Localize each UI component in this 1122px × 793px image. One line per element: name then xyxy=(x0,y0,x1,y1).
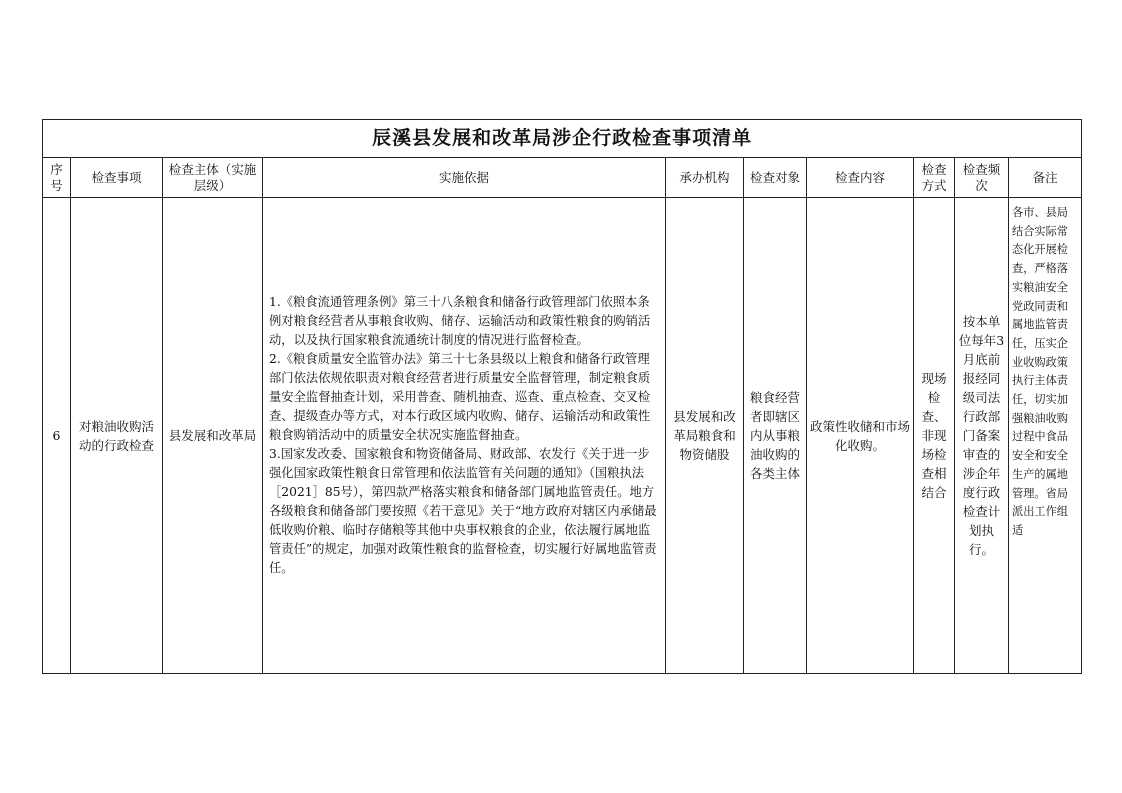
header-frequency: 检查频次 xyxy=(955,158,1009,198)
page-title: 辰溪县发展和改革局涉企行政检查事项清单 xyxy=(43,120,1082,158)
inspection-table xyxy=(42,119,1082,674)
cell-item: 对粮油收购活动的行政检查 xyxy=(71,198,163,674)
table-row xyxy=(43,198,1082,674)
header-seq: 序号 xyxy=(43,158,71,198)
cell-target: 粮食经营者即辖区内从事粮油收购的各类主体 xyxy=(744,198,807,674)
cell-seq: 6 xyxy=(43,198,71,674)
header-agency: 承办机构 xyxy=(666,158,744,198)
header-target: 检查对象 xyxy=(744,158,807,198)
cell-subject: 县发展和改革局 xyxy=(163,198,263,674)
cell-notes: 各市、县局结合实际常态化开展检查，严格落实粮油安全党政同责和属地监管责任，压实企业收购政策执行主体责任，切实加强粮油收购过程中食品安全和安全生产的属地管理。省局派出工作组适 xyxy=(1009,198,1082,674)
basis-clause-2: 2.《粮食质量安全监管办法》第三十七条县级以上粮食和储备行政管理部门依法依规依职责对粮食经营者进行质量安全监督管理，制定粮食质量安全监督抽查计划，采用普查、随机抽查、巡查、重点检查、交叉检查、提级查办等方式，对本行政区域内收购、储存、运输活动和政策性粮食购销活动中的质量安全状况实施监督抽查。 xyxy=(269,352,651,442)
cell-basis xyxy=(263,198,666,674)
header-content: 检查内容 xyxy=(807,158,914,198)
header-row xyxy=(43,158,1082,198)
header-subject: 检查主体（实施层级） xyxy=(163,158,263,198)
header-item: 检查事项 xyxy=(71,158,163,198)
basis-clause-1: 1.《粮食流通管理条例》第三十八条粮食和储备行政管理部门依照本条例对粮食经营者从事粮食收购、储存、运输活动和政策性粮食的购销活动，以及执行国家粮食流通统计制度的情况进行监督检查。 xyxy=(269,295,651,347)
header-method: 检查方式 xyxy=(914,158,955,198)
cell-agency: 县发展和改革局粮食和物资储股 xyxy=(666,198,744,674)
inspection-list-sheet xyxy=(42,119,1081,674)
basis-clause-3: 3.国家发改委、国家粮食和物资储备局、财政部、农发行《关于进一步强化国家政策性粮食日常管理和依法监管有关问题的通知》（国粮执法［2021］85号），第四款严格落实粮食和储备部门属地监管责任。地方各级粮食和储备部门要按照《若干意见》关于“地方政府对辖区内承储最低收购价粮、临时存储粮等其他中央事权粮食的企业，依法履行属地监管责任”的规定，加强对政策性粮食的监督检查，切实履行好属地监管责任。 xyxy=(269,447,657,575)
cell-content: 政策性收储和市场化收购。 xyxy=(807,198,914,674)
cell-frequency: 按本单位每年3月底前报经同级司法行政部门备案审查的涉企年度行政检查计划执行。 xyxy=(955,198,1009,674)
header-basis: 实施依据 xyxy=(263,158,666,198)
header-notes: 备注 xyxy=(1009,158,1082,198)
cell-method: 现场检查、非现场检查相结合 xyxy=(914,198,955,674)
